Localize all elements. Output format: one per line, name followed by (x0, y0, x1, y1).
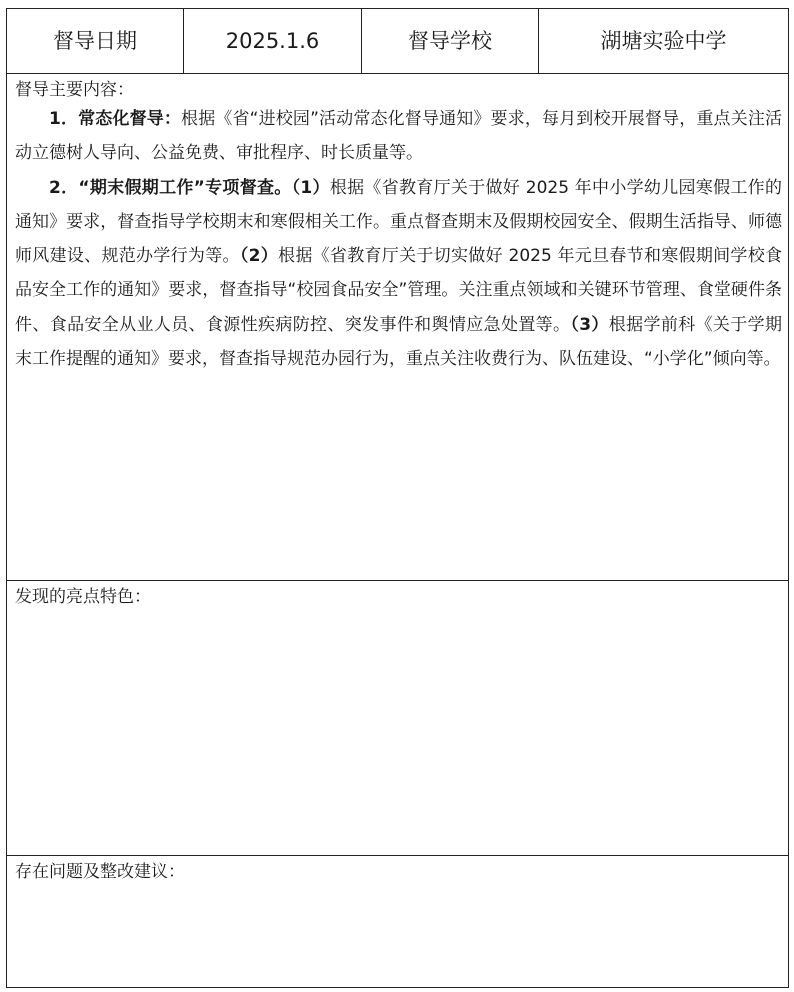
holiday-inspection-heading: 2．“期末假期工作”专项督查。 (49, 177, 292, 198)
issues-section (7, 856, 788, 987)
paragraph-holiday-inspection (15, 171, 782, 377)
item-3-text: 根据学前科《关于学期末工作提醒的通知》要求，督查指导规范办园行为，重点关注收费行为、队伍建设、“小学化”倾向等。 (15, 314, 782, 370)
supervision-form (6, 8, 789, 988)
highlights-title: 发现的亮点特色： (15, 587, 151, 607)
main-content-section (7, 74, 788, 581)
item-2-text: 根据《省教育厅关于切实做好 2025 年元旦春节和寒假期间学校食品安全工作的通知》要求，督查指导“校园食品安全”管理。关注重点领域和关键环节管理、食堂硬件条件、食品安全从业人员、食源性疾病防控、突发事件和舆情应急处置等。 (15, 246, 782, 335)
date-value: 2025.1.6 (184, 9, 362, 73)
paragraph-routine-supervision (15, 102, 782, 171)
item-1-number: （1） (291, 177, 330, 198)
issues-title: 存在问题及整改建议： (15, 862, 185, 882)
main-content-body (15, 102, 782, 376)
school-value: 湖塘实验中学 (600, 29, 727, 53)
item-2-number: （2） (239, 246, 279, 267)
item-3-number: （3） (570, 314, 609, 335)
date-label: 督导日期 (7, 9, 184, 73)
main-content-title: 督导主要内容： (15, 80, 134, 100)
school-label: 督导学校 (362, 9, 539, 73)
routine-supervision-heading: 1．常态化督导： (49, 109, 182, 129)
highlights-section (7, 581, 788, 856)
header-row (7, 9, 788, 74)
item-1-text: 根据《省教育厅关于做好 2025 年中小学幼儿园寒假工作的通知》要求，督查指导学校期末和寒假相关工作。重点督查期末及假期校园安全、假期生活指导、师德师风建设、规范办学行为等。 (15, 177, 782, 267)
routine-supervision-text: 根据《省“进校园”活动常态化督导通知》要求，每月到校开展督导，重点关注活动立德树人导向、公益免费、审批程序、时长质量等。 (15, 109, 782, 164)
